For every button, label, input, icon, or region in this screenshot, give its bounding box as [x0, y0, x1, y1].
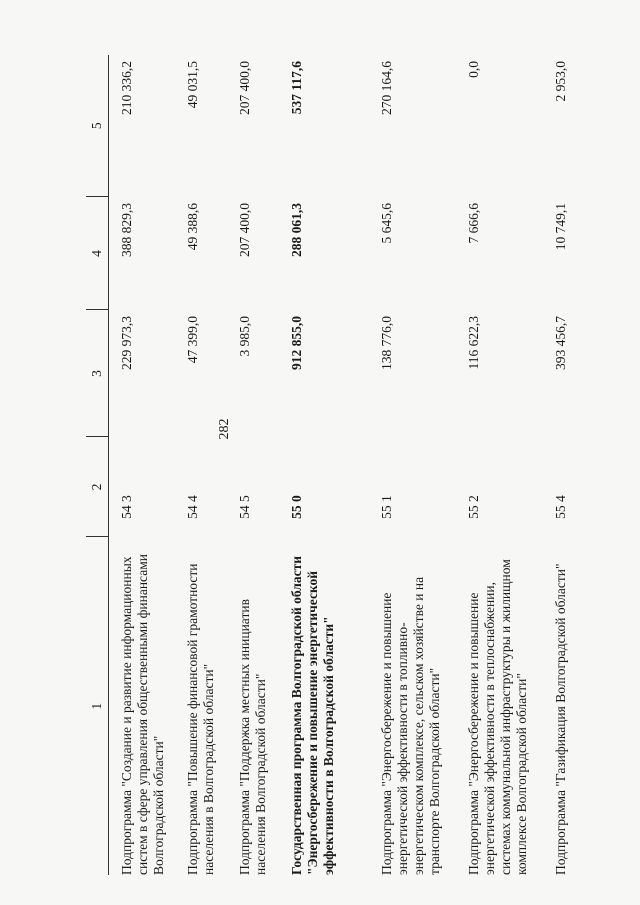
header-row: [86, 55, 109, 875]
program-name: Подпрограмма "Поддержка местных инициатив населения Волгоградской области": [236, 599, 268, 875]
amount-col5: 0,0: [465, 61, 481, 78]
page-number: 282: [217, 418, 232, 440]
table-row: [543, 55, 587, 875]
amount-col3: 229 973,3: [119, 316, 134, 370]
amount-col5: 210 336,2: [119, 61, 134, 115]
amount-col5: 270 164,6: [378, 61, 394, 115]
column-header: 3: [86, 310, 109, 437]
program-code: 54 3: [119, 495, 134, 519]
amount-col4: 10 749,1: [552, 203, 568, 251]
amount-col3: 912 855,0: [288, 316, 304, 370]
table-row: [456, 55, 543, 875]
column-header: 4: [86, 197, 109, 310]
amount-col4: 207 400,0: [236, 203, 252, 257]
amount-col3: 116 622,3: [465, 316, 481, 370]
program-code: 55 1: [378, 495, 394, 519]
program-code: 54 5: [236, 495, 252, 519]
amount-col5: 537 117,6: [288, 61, 304, 115]
column-header: 5: [86, 55, 109, 197]
budget-table: [86, 55, 587, 875]
amount-col4: 5 645,6: [378, 203, 394, 244]
table-row-program-total: [279, 55, 369, 875]
program-name: Государственная программа Волгоградской области "Энергосбережение и повышение энергетической эффективности в Волгоградской области": [288, 556, 336, 875]
amount-col4: 49 388,6: [184, 203, 200, 251]
amount-col5: 49 031,5: [184, 61, 200, 109]
amount-col4: 388 829,3: [119, 203, 134, 257]
amount-col3: 3 985,0: [236, 316, 252, 357]
amount-col3: 393 456,7: [552, 316, 568, 370]
table-row: [369, 55, 456, 875]
program-name: Подпрограмма "Создание и развитие информационных систем в сфере управления общественными финансами Волгоградской области": [119, 554, 166, 875]
amount-col5: 2 953,0: [552, 61, 568, 102]
program-name: Подпрограмма "Энергосбережение и повышение энергетической эффективности в теплоснабжении, системах коммунальной инфраструктуры и жилищном комплексе Волгоградской области": [465, 559, 529, 875]
program-name: Подпрограмма "Газификация Волгоградской области": [552, 563, 568, 875]
program-name: Подпрограмма "Энергосбережение и повышение энергетической эффективности в топливно-энергетическом комплексе, сельском хозяйстве и на транспорте Волгоградской области": [378, 576, 442, 875]
program-code: 55 4: [552, 495, 568, 519]
column-header: 1: [86, 537, 109, 875]
table-row: [109, 55, 175, 875]
amount-col4: 288 061,3: [288, 203, 304, 257]
amount-col3: 138 776,0: [378, 316, 394, 370]
amount-col4: 7 666,6: [465, 203, 481, 244]
program-code: 55 2: [465, 495, 481, 519]
program-code: 54 4: [184, 495, 200, 519]
table-row: [227, 55, 279, 875]
table-row: [175, 55, 227, 875]
column-header: 2: [86, 437, 109, 537]
amount-col5: 207 400,0: [236, 61, 252, 115]
program-code: 55 0: [288, 495, 304, 519]
program-name: Подпрограмма "Повышение финансовой грамотности населения в Волгоградской области": [184, 563, 216, 875]
amount-col3: 47 399,0: [184, 316, 200, 364]
